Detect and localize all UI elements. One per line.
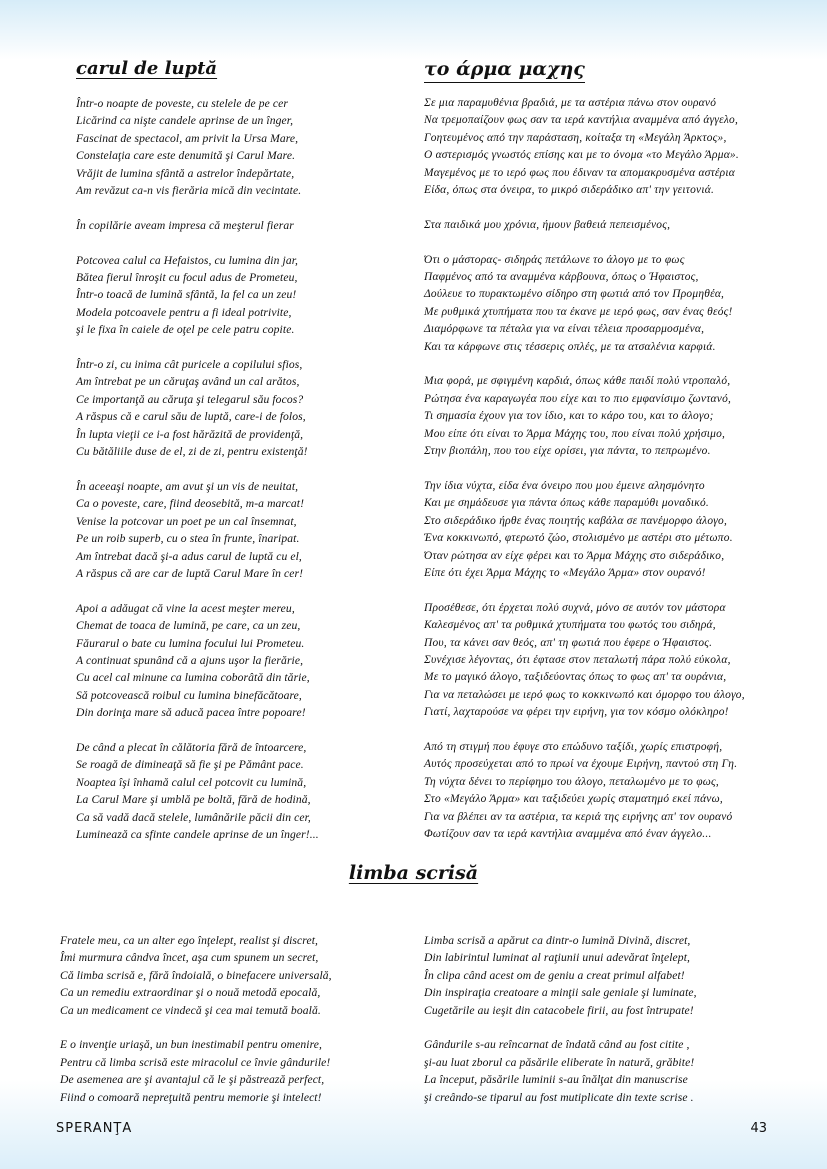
stanza-break xyxy=(424,1019,774,1036)
poem-line: Din inspiraţia creatoare a minţii sale geniale şi luminate, xyxy=(424,986,697,1000)
poem-line: Είδα, όπως στα όνειρα, το μικρό σιδεράδικο απ' την γειτονιά. xyxy=(424,184,715,197)
poem-line: Ρώτησα ένα καραγωγέα που είχε και το πιο εμφανίσιμο ζωντανό, xyxy=(424,392,732,405)
poem-line: Pe un roib superb, cu o stea în frunte, înaripat. xyxy=(76,532,300,546)
stanza-break xyxy=(424,356,804,373)
stanza-break xyxy=(424,582,804,599)
poem-line: La Carul Mare şi umblă pe boltă, fără de hodină, xyxy=(76,793,311,807)
stanza-break xyxy=(424,460,804,477)
poem-line: Fratele meu, ca un alter ego înţelept, realist şi discret, xyxy=(60,934,319,947)
poem-line: Διαμόρφωνε τα πέταλα για να είναι τέλεια προσαρμοσμένα, xyxy=(424,323,705,336)
stanza xyxy=(424,739,804,843)
poem-line: Στο «Μεγάλο Άρμα» και ταξιδεύει χωρίς σταματημό εκεί πάνω, xyxy=(424,793,724,806)
poem-line: Με ρυθμικά χτυπήματα που τα έκανε με ιερό φως, σαν ένας θεός! xyxy=(424,305,733,318)
poem-body-romanian xyxy=(76,95,406,843)
poem-line: Και τα κάρφωνε στις τέσσερις οπλές, με τα ατσαλένια καρφιά. xyxy=(424,340,716,353)
poem-line: Pentru că limba scrisă este miracolul ce învie gândurile! xyxy=(60,1055,331,1069)
poem-line: Καλεσμένος απ' τα ρυθμικά χτυπήματα του φωτός του σιδηρά, xyxy=(424,619,716,632)
poem-line: Limba scrisă a apărut ca dintr-o lumină Divină, discret, xyxy=(424,934,691,947)
stanza-break xyxy=(76,460,406,477)
poem-line: Για να πεταλώσει με ιερό φως το κοκκινωπό και όμορφο του άλογο, xyxy=(424,688,745,701)
poem-line: E o invenţie uriaşă, un bun inestimabil pentru omenire, xyxy=(60,1038,323,1052)
poem-line: Îmi murmura cândva încet, aşa cum spunem un secret, xyxy=(60,951,319,965)
poem-line: Bătea fierul înroşit cu focul adus de Prometeu, xyxy=(76,271,298,285)
poem-line: Cugetările au ieşit din catacobele firii, au fost întrupate! xyxy=(424,1003,694,1017)
poem-limba-title-wrap xyxy=(0,862,827,884)
poem-line: Γιατί, λαχταρούσε να φέρει την ειρήνη, για τον κόσμο ολόκληρο! xyxy=(424,706,729,719)
poem-line: Chemat de toaca de lumină, pe care, ca un zeu, xyxy=(76,619,301,633)
poem-line: Fascinat de spectacol, am privit la Ursa Mare, xyxy=(76,131,299,145)
stanza xyxy=(76,600,406,722)
stanza-break xyxy=(424,234,804,251)
poem-line: Είπε ότι έχει Άρμα Μάχης το «Μεγάλο Άρμα» στον ουρανό! xyxy=(424,566,706,579)
poem-romanian xyxy=(76,58,406,843)
stanza-break xyxy=(76,722,406,739)
poem-line: Că limba scrisă e, fără îndoială, o binefacere universală, xyxy=(60,968,332,982)
poem-line: Vrăjit de lumina sfântă a astrelor îndepărtate, xyxy=(76,166,295,180)
poem-line: De când a plecat în călătoria fără de întoarcere, xyxy=(76,740,307,754)
poem-line: Să potcovească roibul cu lumina binefăcătoare, xyxy=(76,688,302,702)
poem-line: Μου είπε ότι είναι το Άρμα Μάχης του, που είναι πολύ χρήσιμο, xyxy=(424,427,726,440)
page-number: 43 xyxy=(750,1121,767,1136)
poem-line: Φωτίζουν σαν τα ιερά καντήλια αναμμένα από έναν άγγελο... xyxy=(424,827,712,840)
stanza xyxy=(424,1036,774,1106)
poem-line: Făurarul o bate cu lumina focului lui Prometeu. xyxy=(76,636,305,650)
poem-line: Όταν ρώτησα αν είχε φέρει και το Άρμα Μάχης στο σιδεράδικο, xyxy=(424,549,725,562)
poem-line: Γοητευμένος από την παράσταση, κοίταξα τη «Μεγάλη Άρκτος», xyxy=(424,131,727,144)
poem-line: Am întrebat pe un căruţaş având un cal arătos, xyxy=(76,375,300,389)
poem-line: Ένα κοκκινωπό, φτερωτό ζώο, στολισμένο με αστέρι στο μέτωπο. xyxy=(424,532,733,545)
poem-title-greek: το άρμα μαχης xyxy=(424,58,585,83)
poem-line: Apoi a adăugat că vine la acest meşter mereu, xyxy=(76,601,295,615)
poem-line: Να τρεμοπαίζουν φως σαν τα ιερά καντήλια αναμμένα από άγγελο, xyxy=(424,114,739,127)
poem-line: Που, τα κάνει σαν θεός, απ' τη φωτιά που έφερε ο Ήφαιστος. xyxy=(424,636,713,649)
poem-line: Αυτός προσεύχεται από το πρωί να έχουμε Ειρήνη, παντού στη Γη. xyxy=(424,758,738,771)
stanza-break xyxy=(76,339,406,356)
stanza xyxy=(76,356,406,460)
stanza xyxy=(76,478,406,582)
poem-line: Din labirintul luminat al raţiunii unui adevărat înţelept, xyxy=(424,951,691,965)
poem-line: În aceeaşi noapte, am avut şi un vis de neuitat, xyxy=(76,479,299,493)
poem-line: şi le fixa în caiele de oţel pe cele patru copite. xyxy=(76,323,295,337)
poem-line: Am revăzut ca-n vis fierăria mică din vecintate. xyxy=(76,184,302,198)
stanza xyxy=(424,932,774,1019)
poem-line: Για να βλέπει αν τα αστέρια, τα κεριά της ειρήνης απ' τον ουρανό xyxy=(424,810,733,823)
poem-line: Με το μαγικό άλογο, ταξιδεύοντας όπως το φως απ' τα ουράνια, xyxy=(424,671,727,684)
stanza-break xyxy=(76,234,406,251)
poem-line: Τη νύχτα δένει το περίφημο του άλογο, πεταλωμένο με το φως, xyxy=(424,775,720,788)
poem-line: Fiind o comoară nepreţuită pentru memorie şi intelect! xyxy=(60,1090,322,1104)
stanza xyxy=(76,217,406,234)
poem-line: La început, păsările luminii s-au înălţat din manuscrise xyxy=(424,1073,688,1087)
poem-line: Într-o noapte de poveste, cu stelele de pe cer xyxy=(76,97,289,110)
poem-line: Δούλευε το πυρακτωμένο σίδηρο στη φωτιά από τον Προμηθέα, xyxy=(424,288,725,301)
poem-line: Am întrebat dacă şi-a adus carul de luptă cu el, xyxy=(76,549,302,563)
poem-greek xyxy=(424,58,804,843)
stanza xyxy=(60,932,410,1019)
poem-line: Στην βιοπάλη, που του είχε ορίσει, για πάντα, το πεπρωμένο. xyxy=(424,445,711,458)
poem-body-greek xyxy=(424,95,804,843)
poem-limba-left xyxy=(60,932,410,1106)
poem-line: Cu acel cal minune ca lumina coborâtă din tărie, xyxy=(76,671,310,685)
poem-line: Ca un medicament ce vindecă şi cea mai temută boală. xyxy=(60,1003,321,1017)
poem-line: Gândurile s-au reîncarnat de îndată când au fost citite , xyxy=(424,1038,690,1052)
poem-title-limba: limba scrisă xyxy=(348,862,479,884)
stanza xyxy=(424,478,804,582)
poem-line: Μια φορά, με σφιγμένη καρδιά, όπως κάθε παιδί πολύ ντροπαλό, xyxy=(424,375,731,388)
poem-line: Τι σημασία έχουν για τον ίδιο, και το κάρο του, και το άλογο; xyxy=(424,410,714,423)
poem-line: În copilărie aveam impresa că meşterul fierar xyxy=(76,218,294,232)
poem-line: Ce importanţă au căruţa şi telegarul său focos? xyxy=(76,392,304,406)
poem-line: Προσέθεσε, ότι έρχεται πολύ συχνά, μόνο σε αυτόν τον μάστορα xyxy=(424,601,726,614)
stanza-break xyxy=(424,199,804,216)
poem-line: În clipa când acest om de geniu a creat primul alfabet! xyxy=(424,968,685,982)
poem-line: Ca să vadă dacă stelele, lumânările păcii din cer, xyxy=(76,810,311,824)
poem-line: În lupta vieţii ce i-a fost hărăzită de providenţă, xyxy=(76,427,304,441)
poem-line: De asemenea are şi avantajul că le şi păstrează perfect, xyxy=(60,1073,325,1087)
stanza xyxy=(60,1036,410,1106)
poem-line: A continuat spunând că a ajuns uşor la fierărie, xyxy=(76,653,304,667)
poem-line: Cu bătăliile duse de el, zi de zi, pentru existenţă! xyxy=(76,445,308,459)
poem-line: A răspus că e carul său de luptă, care-i de folos, xyxy=(76,410,306,424)
poem-title-romanian: carul de luptă xyxy=(76,58,218,79)
poem-line: A răspus că are car de luptă Carul Mare în cer! xyxy=(76,566,304,580)
poem-line: Modela potcoavele pentru a fi ideal potrivite, xyxy=(76,305,292,319)
poem-line: Μαγεμένος με το ιερό φως που έδιναν τα απομακρυσμένα αστέρια xyxy=(424,166,736,179)
poem-line: Και με σημάδευσε για πάντα όπως κάθε παραμύθι μοναδικό. xyxy=(424,497,710,510)
poem-line: Într-o toacă de lumină sfântă, la fel ca un zeu! xyxy=(76,288,297,302)
poem-line: Ca o poveste, care, fiind deosebită, m-a marcat! xyxy=(76,497,305,511)
poem-line: Από τη στιγμή που έφυγε στο επώδυνο ταξίδι, χωρίς επιστροφή, xyxy=(424,740,723,753)
magazine-name: SPERANŢA xyxy=(56,1121,133,1136)
poem-line: Se roagă de dimineaţă să fie şi pe Pământ pace. xyxy=(76,758,304,772)
poem-line: Luminează ca sfinte candele aprinse de un înger!... xyxy=(76,827,319,841)
poem-line: Licărind ca nişte candele aprinse de un înger, xyxy=(76,114,294,128)
poem-line: şi-au luat zborul ca păsările eliberate în natură, grăbite! xyxy=(424,1055,695,1069)
stanza xyxy=(424,373,804,460)
poem-line: Ότι ο μάστορας- σιδηράς πετάλωνε το άλογο με το φως xyxy=(424,253,685,266)
stanza-break xyxy=(424,722,804,739)
stanza xyxy=(424,95,804,199)
poem-line: Venise la potcovar un poet pe un cal însemnat, xyxy=(76,514,297,528)
poem-line: Συνέχισε λέγοντας, ότι έφτασε στον πεταλωτή πάρα πολύ εύκολα, xyxy=(424,653,731,666)
poem-line: Την ίδια νύχτα, είδα ένα όνειρο που μου έμεινε αλησμόνητο xyxy=(424,479,705,492)
poem-line: Potcovea calul ca Hefaistos, cu lumina din jar, xyxy=(76,253,299,267)
poem-line: Noaptea îşi înhamă calul cel potcovit cu lumină, xyxy=(76,775,307,789)
stanza xyxy=(76,739,406,843)
poem-line: Ca un remediu extraordinar şi o nouă metodă epocală, xyxy=(60,986,321,1000)
poem-line: Într-o zi, cu inima cât puricele a copilului sfios, xyxy=(76,358,303,372)
poem-line: Στο σιδεράδικο ήρθε ένας ποιητής καβάλα σε πανέμορφο άλογο, xyxy=(424,514,728,527)
poem-line: Σε μια παραμυθένια βραδιά, με τα αστέρια πάνω στον ουρανό xyxy=(424,97,717,109)
stanza-break xyxy=(76,582,406,599)
stanza xyxy=(424,600,804,722)
poem-line: Din dorinţa mare să aducă pacea între popoare! xyxy=(76,706,306,720)
stanza xyxy=(424,217,804,234)
poem-line: şi creândo-se tiparul au fost mutiplicate din texte scrise . xyxy=(424,1090,694,1104)
stanza-break xyxy=(60,1019,410,1036)
poem-line: Στα παιδικά μου χρόνια, ήμουν βαθειά πεπεισμένος, xyxy=(424,218,671,231)
stanza-break xyxy=(76,199,406,216)
stanza xyxy=(76,252,406,339)
poem-line: Παφμένος από τα αναμμένα κάρβουνα, όπως ο Ήφαιστος, xyxy=(424,271,699,284)
poem-line: Constelaţia care este denumită şi Carul Mare. xyxy=(76,149,296,163)
poem-line: Ο αστερισμός γνωστός επίσης και με το όνομα «το Μεγάλο Άρμα». xyxy=(424,149,739,162)
stanza xyxy=(424,252,804,356)
stanza xyxy=(76,95,406,199)
poem-limba-right xyxy=(424,932,774,1106)
